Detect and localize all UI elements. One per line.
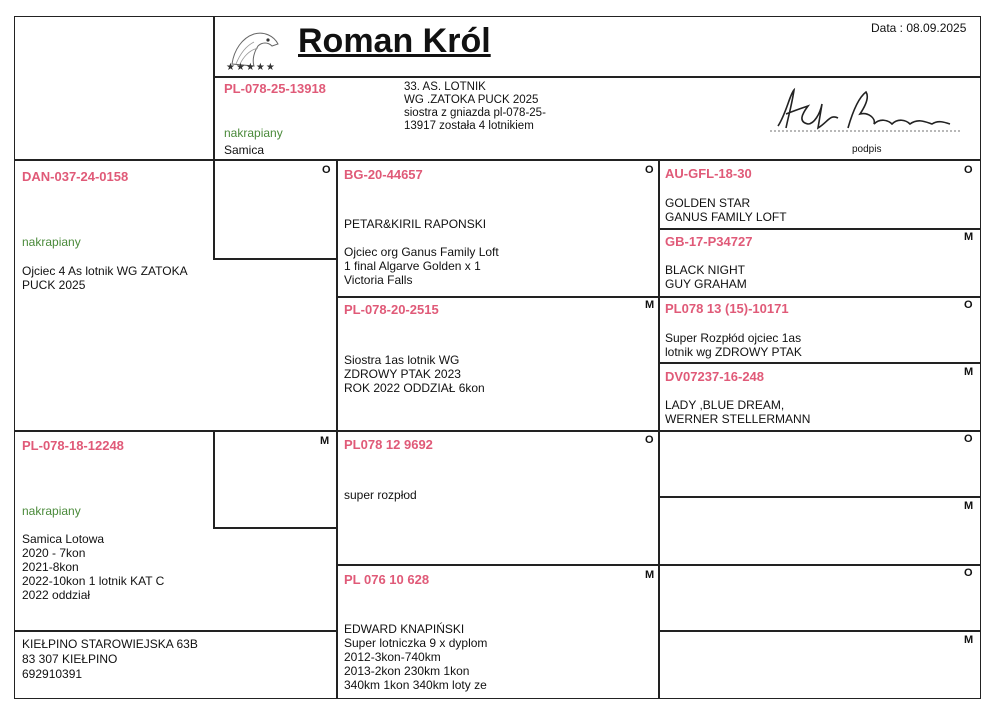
gen3-ring: AU-GFL-18-30 xyxy=(665,166,752,181)
gen3-sex-mark: O xyxy=(964,164,973,176)
gen3-sex-mark: M xyxy=(964,500,974,512)
divider xyxy=(658,228,981,230)
gen3-sex-mark: M xyxy=(964,366,974,378)
signature xyxy=(768,84,964,142)
mother-ring: PL-078-18-12248 xyxy=(22,438,124,453)
divider xyxy=(658,630,981,632)
gen3-ring: GB-17-P34727 xyxy=(665,234,753,249)
gen2-ring: PL-078-20-2515 xyxy=(344,302,439,317)
gen2-ring: PL078 12 9692 xyxy=(344,437,433,452)
divider xyxy=(213,76,981,78)
gen2-ring: BG-20-44657 xyxy=(344,167,423,182)
owner-address: KIEŁPINO STAROWIEJSKA 63B 83 307 KIEŁPINO 692910391 xyxy=(22,637,198,681)
divider xyxy=(14,159,981,161)
date: Data : 08.09.2025 xyxy=(871,21,967,35)
subject-notes: 33. AS. LOTNIK WG .ZATOKA PUCK 2025 siostra z gniazda pl-078-25- 13917 została 4 lotnikiem xyxy=(404,81,546,132)
gen2-notes: Siostra 1as lotnik WG ZDROWY PTAK 2023 ROK 2022 ODDZIAŁ 6kon xyxy=(344,353,485,395)
divider xyxy=(14,630,337,632)
gen3-ring: PL078 13 (15)-10171 xyxy=(665,301,789,316)
gen3-notes: BLACK NIGHT GUY GRAHAM xyxy=(665,263,747,291)
gen3-notes: Super Rozpłód ojciec 1as lotnik wg ZDROWY PTAK xyxy=(665,331,802,359)
mother-sex-mark: M xyxy=(320,435,330,447)
divider xyxy=(213,258,337,260)
gen2-notes: PETAR&KIRIL RAPONSKI Ojciec org Ganus Family Loft 1 final Algarve Golden x 1 Victoria Falls xyxy=(344,217,499,287)
gen3-sex-mark: M xyxy=(964,231,974,243)
father-ring: DAN-037-24-0158 xyxy=(22,169,129,184)
divider xyxy=(658,159,660,699)
father-color: nakrapiany xyxy=(22,235,81,249)
gen3-sex-mark: O xyxy=(964,567,973,579)
gen2-sex-mark: O xyxy=(645,434,654,446)
pigeon-logo-icon xyxy=(224,20,284,76)
gen3-sex-mark: O xyxy=(964,433,973,445)
gen2-notes: EDWARD KNAPIŃSKI Super lotniczka 9 x dyplom 2012-3kon-740km 2013-2kon 230km 1kon 340km 1kon 340km loty ze xyxy=(344,622,488,692)
divider xyxy=(14,430,659,432)
divider xyxy=(213,527,337,529)
mother-notes: Samica Lotowa 2020 - 7kon 2021-8kon 2022-10kon 1 lotnik KAT C 2022 oddział xyxy=(22,532,165,602)
gen2-sex-mark: M xyxy=(645,569,655,581)
gen3-ring: DV07237-16-248 xyxy=(665,369,765,384)
divider xyxy=(336,159,338,699)
gen2-sex-mark: O xyxy=(645,164,654,176)
divider xyxy=(213,159,215,259)
signature-label: podpis xyxy=(852,144,882,155)
gen2-ring: PL 076 10 628 xyxy=(344,572,430,587)
subject-color: nakrapiany xyxy=(224,126,283,140)
gen3-sex-mark: O xyxy=(964,299,973,311)
divider xyxy=(213,16,215,159)
owner-name: Roman Król xyxy=(298,22,491,60)
gen2-sex-mark: M xyxy=(645,299,655,311)
father-notes: Ojciec 4 As lotnik WG ZATOKA PUCK 2025 xyxy=(22,264,188,292)
divider xyxy=(336,296,981,298)
divider xyxy=(658,496,981,498)
subject-ring: PL-078-25-13918 xyxy=(224,81,326,96)
mother-color: nakrapiany xyxy=(22,504,81,518)
gen3-notes: GOLDEN STAR GANUS FAMILY LOFT xyxy=(665,196,787,224)
father-sex-mark: O xyxy=(322,164,331,176)
subject-sex: Samica xyxy=(224,143,265,157)
divider xyxy=(658,430,981,432)
divider xyxy=(658,362,981,364)
divider xyxy=(213,430,215,528)
divider xyxy=(336,564,981,566)
gen2-notes: super rozpłod xyxy=(344,488,417,502)
stars: ★★★★★ xyxy=(226,62,276,73)
gen3-notes: LADY ,BLUE DREAM, WERNER STELLERMANN xyxy=(665,398,811,426)
gen3-sex-mark: M xyxy=(964,634,974,646)
